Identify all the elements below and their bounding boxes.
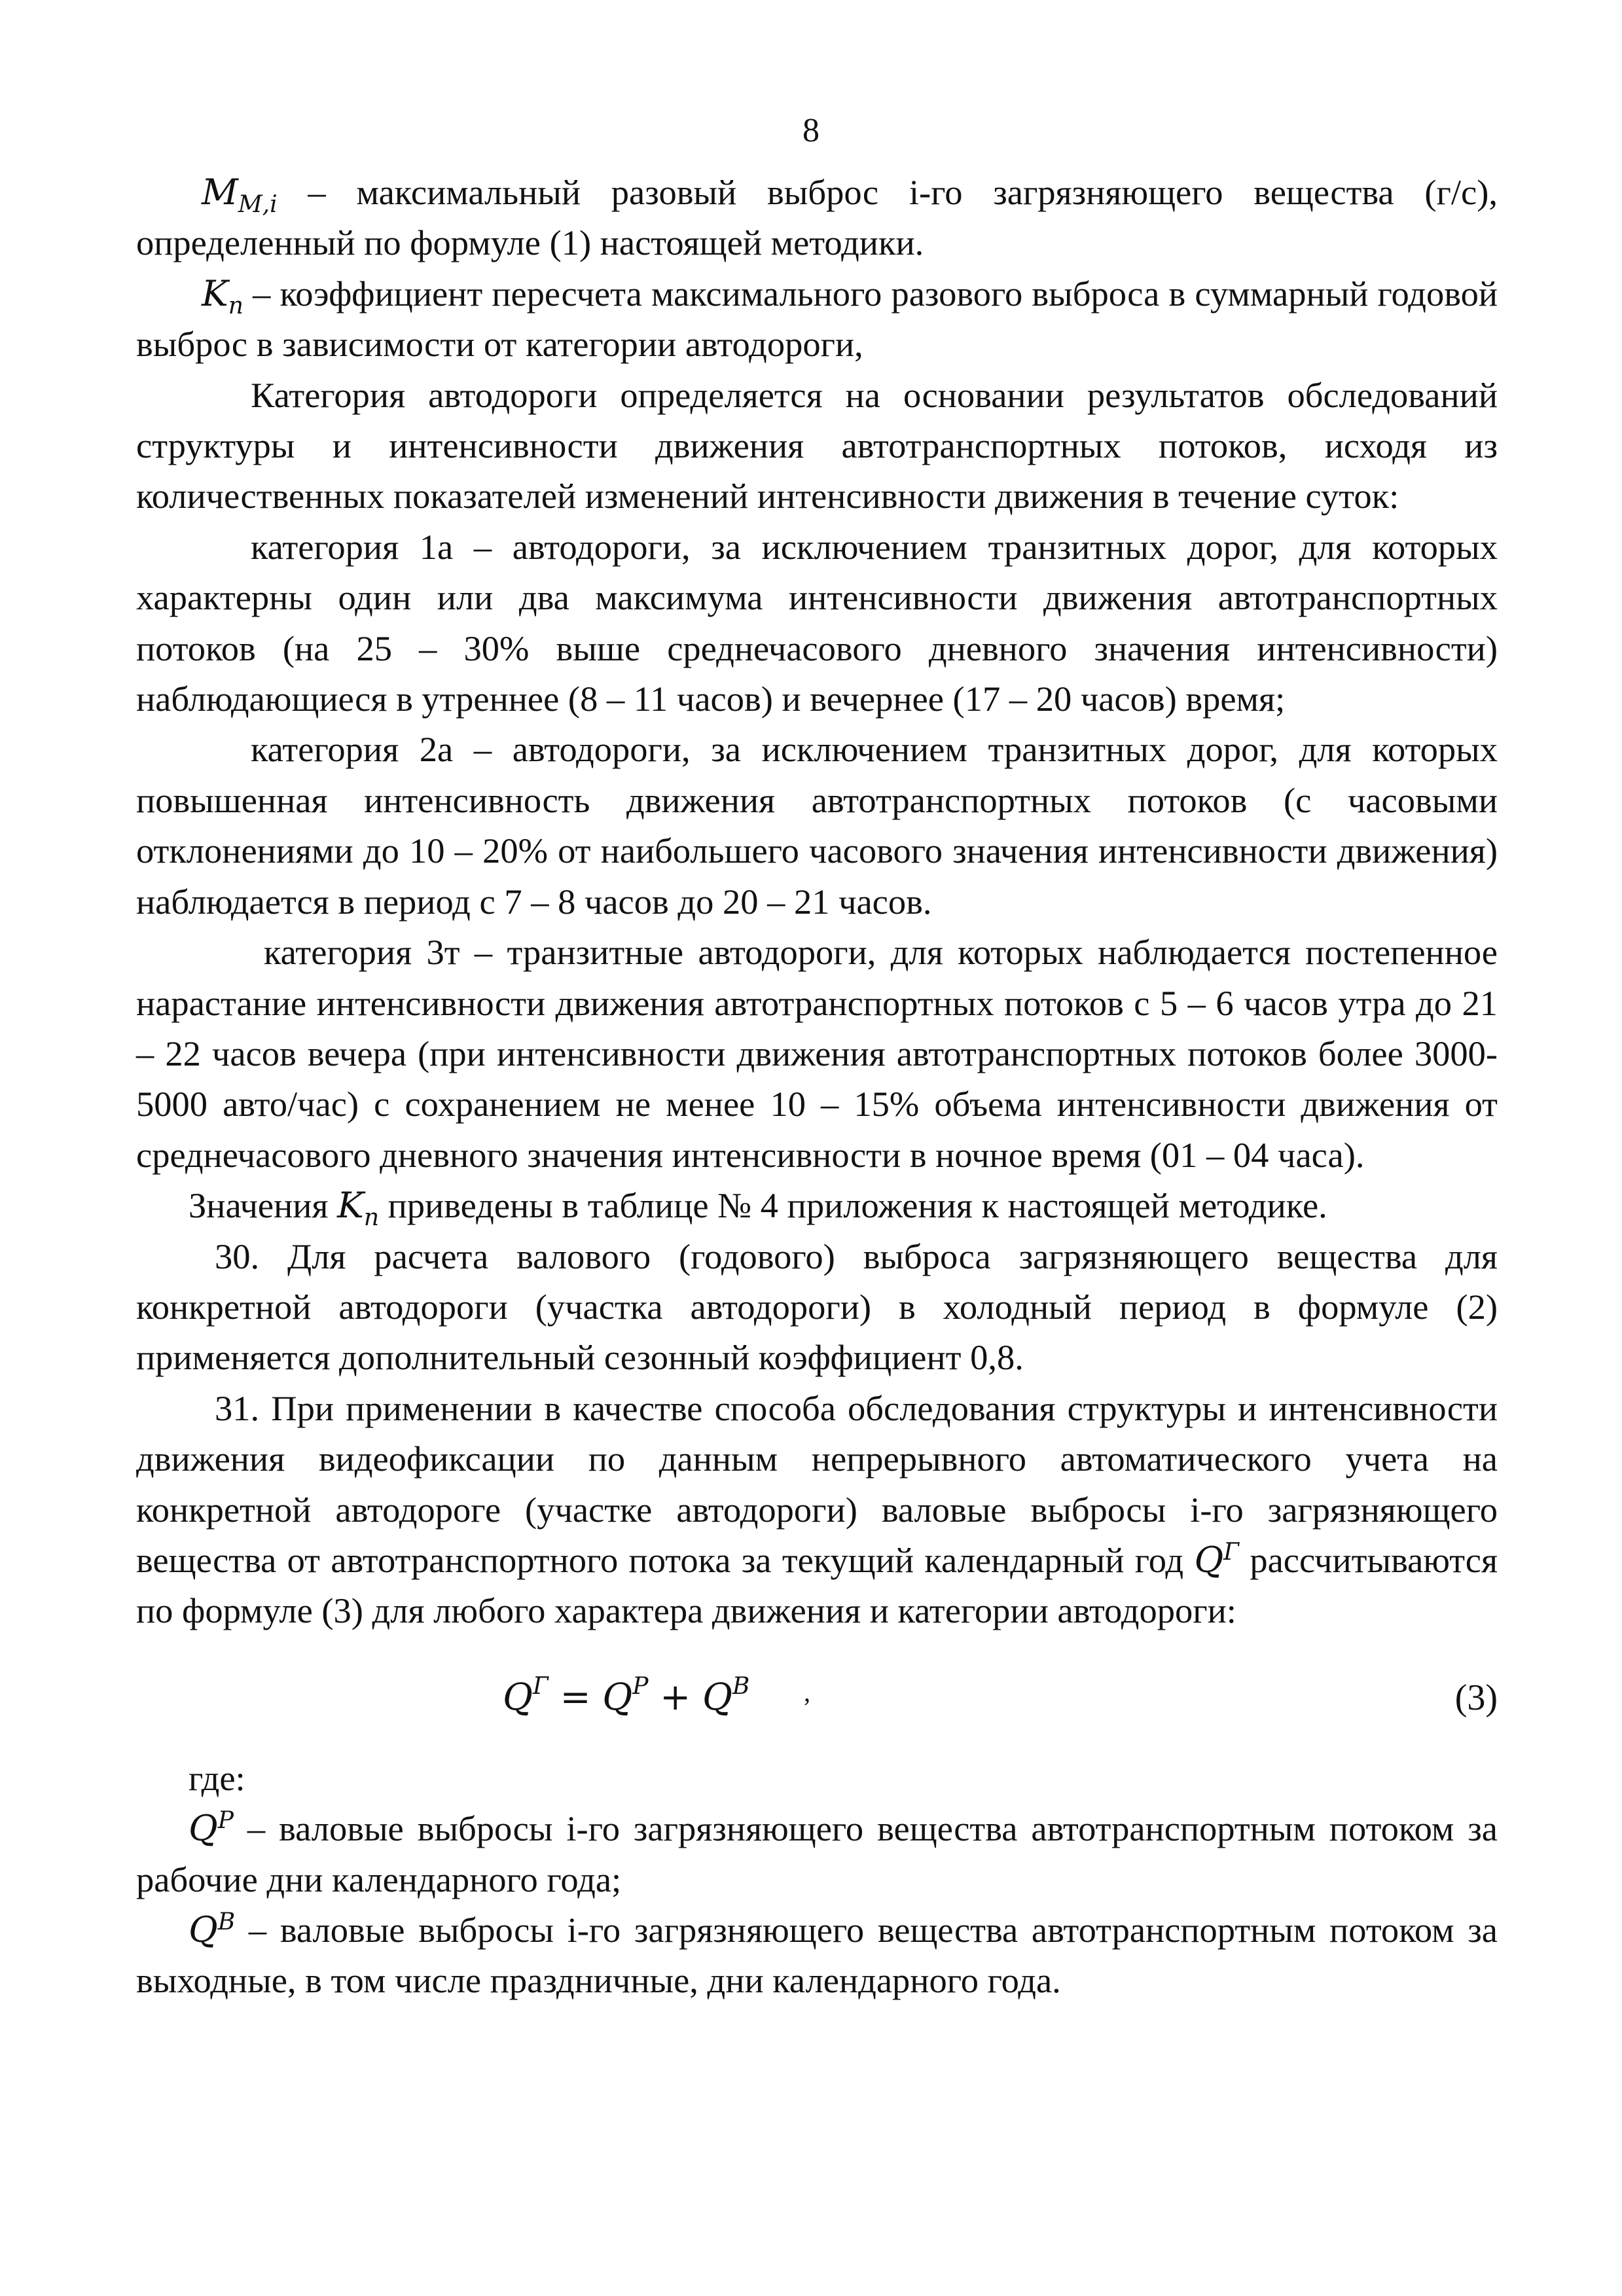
formula-lhs-superscript: Г xyxy=(532,1672,549,1700)
definition-kn xyxy=(136,268,1498,370)
symbol-q-superscript: Г xyxy=(1223,1538,1239,1566)
paragraph-31-tail: рассчитываются по формуле (3) для любого характера движения и категории автодороги: xyxy=(136,1539,1498,1631)
definition-qp-text: – валовые выбросы i-го загрязняющего вещества автотранспортным потоком за рабочие дни календарного года; xyxy=(136,1808,1498,1899)
where-label: где: xyxy=(189,1757,245,1798)
definition-qv xyxy=(136,1905,1498,2006)
formula-3 xyxy=(136,1659,1498,1737)
formula-term-2-superscript: В xyxy=(732,1672,750,1700)
paragraph-category-3t: категория 3т – транзитные автодороги, для которых наблюдается постепенное нарастание интенсивности движения автотранспортных потоков с 5 – 6 часов утра до 21 – 22 часов вечера (при интенсивности движения автотранспортных потоков более 3000-5000 авто/час) с сохранением не менее 10 – 15% объема интенсивности движения от среднечасового дневного значения интенсивности в ночное время (01 – 04 часа). xyxy=(136,932,1498,1175)
formula-term-2: Q xyxy=(702,1676,732,1719)
symbol-q-superscript: Р xyxy=(217,1807,234,1835)
paragraph-category-2a: категория 2а – автодороги, за исключением транзитных дорог, для которых повышенная интенсивность движения автотранспортных потоков (с часовыми отклонениями до 10 – 20% от наибольшего часового значения интенсивности движения) наблюдается в период с 7 – 8 часов до 20 – 21 часов. xyxy=(136,729,1498,922)
symbol-k-subscript: п xyxy=(228,292,243,319)
definition-qp xyxy=(136,1803,1498,1905)
symbol-q-superscript: В xyxy=(217,1908,236,1935)
formula-equals: = xyxy=(548,1676,603,1719)
paragraph-31-text: 31. При применении в качестве способа обследования структуры и интенсивности движения видеофиксации по данным непрерывного автоматического учета на конкретной автодороге (участке автодороги) валовые выбросы i-го загрязняющего вещества от автотранспортного потока за текущий календарный год xyxy=(136,1388,1498,1580)
definition-mmi-text: – максимальный разовый выброс i-го загрязняющего вещества (г/с), определенный по формуле (1) настоящей методики. xyxy=(136,172,1498,263)
formula-lhs: Q xyxy=(503,1676,533,1719)
formula-term-1: Q xyxy=(602,1676,633,1719)
formula-term-1-superscript: Р xyxy=(632,1672,649,1700)
symbol-q: Q xyxy=(189,1807,218,1850)
page-number: 8 xyxy=(802,112,820,149)
paragraph-30: 30. Для расчета валового (годового) выброса загрязняющего вещества для конкретной автодороги (участка автодороги) в холодный период в формуле (2) применяется дополнительный сезонный коэффициент 0,8. xyxy=(136,1236,1498,1378)
symbol-k: K xyxy=(337,1184,364,1227)
formula-expression xyxy=(503,1659,749,1737)
definition-kn-text: – коэффициент пересчета максимального разового выброса в суммарный годовой выброс в зависимости от категории автодороги, xyxy=(136,273,1498,365)
symbol-k-subscript: п xyxy=(363,1204,380,1232)
paragraph-31 xyxy=(136,1383,1498,1636)
symbol-k: K xyxy=(202,272,228,314)
definition-qv-text: – валовые выбросы i-го загрязняющего вещества автотранспортным потоком за выходные, в том числе праздничные, дни календарного года. xyxy=(136,1910,1498,2001)
symbol-m-subscript: M,i xyxy=(238,190,278,218)
kn-values-text: приведены в таблице № 4 приложения к настоящей методике. xyxy=(379,1185,1327,1226)
kn-values-prefix: Значения xyxy=(189,1185,338,1226)
formula-plus: + xyxy=(648,1676,702,1719)
symbol-q: Q xyxy=(189,1909,218,1950)
symbol-m: M xyxy=(202,171,238,213)
definition-mmi xyxy=(136,167,1498,268)
formula-comma: , xyxy=(804,1677,810,1707)
symbol-q: Q xyxy=(1194,1538,1224,1581)
paragraph-road-category: Категория автодороги определяется на основании результатов обследований структуры и интенсивности движения автотранспортных потоков, исходя из количественных показателей изменений интенсивности движения в течение суток: xyxy=(136,374,1498,516)
paragraph-kn-values xyxy=(136,1180,1498,1230)
formula-number: (3) xyxy=(1454,1677,1498,1718)
document-body xyxy=(136,167,1498,2006)
paragraph-category-1a: категория 1а – автодороги, за исключением транзитных дорог, для которых характерны один или два максимума интенсивности движения автотранспортных потоков (на 25 – 30% выше среднечасового дневного значения интенсивности) наблюдающиеся в утреннее (8 – 11 часов) и вечернее (17 – 20 часов) время; xyxy=(136,526,1498,719)
